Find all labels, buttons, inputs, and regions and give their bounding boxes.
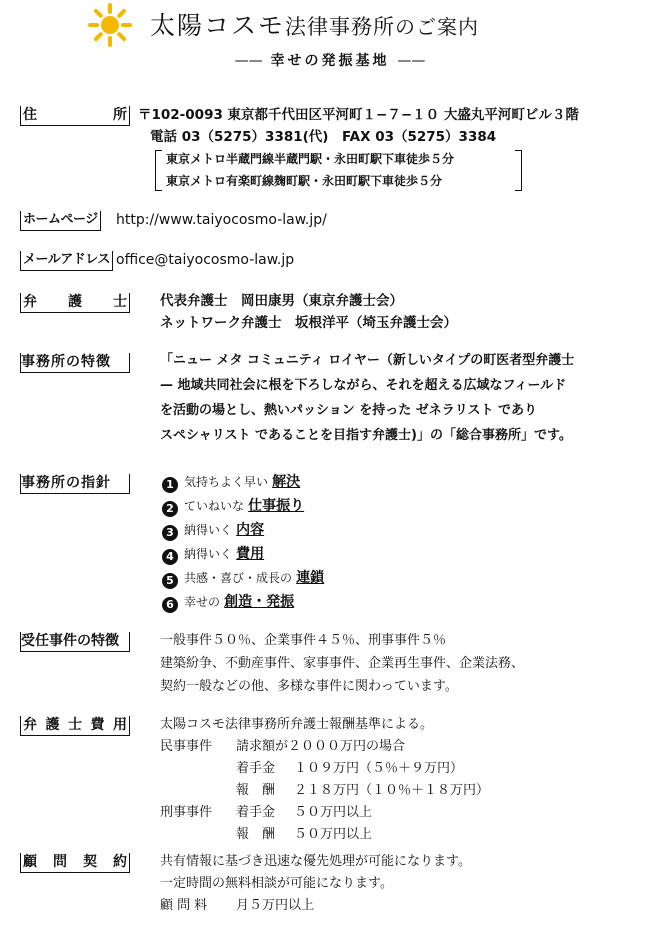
advisory-fee-label: 顧 問 料 [160, 898, 208, 913]
advisory-label-a: 顧 [23, 854, 37, 870]
fees-label-b: 護 [45, 717, 60, 733]
guideline-text: 気持ちよく早い [184, 475, 269, 489]
advisory-line1: 共有情報に基づき迅速な優先処理が可能になります。 [160, 854, 471, 869]
email-label: メールアドレス [20, 251, 113, 271]
fees-label-d: 費 [90, 717, 105, 733]
lawyer-network: ネットワーク弁護士 坂根洋平（埼玉弁護士会） [160, 315, 457, 331]
sun-logo-icon [88, 3, 132, 47]
fees-basis: 太陽コスモ法律事務所弁護士報酬基準による。 [160, 717, 434, 732]
guideline-number: 4 [162, 549, 178, 565]
header [0, 0, 660, 80]
address-label-b: 所 [113, 107, 127, 123]
guideline-key: 連鎖 [296, 570, 325, 586]
fees-label-e: 用 [113, 717, 127, 733]
guideline-item [162, 520, 264, 541]
advisory-label [20, 853, 130, 873]
bracket-bottom-right [515, 168, 522, 191]
cases-label: 受任事件の特徴 [20, 632, 130, 652]
fees-criminal-retainer-label: 着手金 [236, 805, 276, 820]
title-law: 法律事務所 [285, 15, 396, 39]
guideline-key: 創造・発振 [224, 594, 295, 610]
fees-civil-reward-label: 報 酬 [236, 783, 276, 798]
features-line4: スペシャリスト であることを目指す弁護士)」の「総合事務所」です。 [160, 428, 572, 443]
subtitle-dash-left: —— [234, 53, 263, 69]
advisory-label-c: 契 [83, 854, 97, 870]
guideline-text: 幸せの [184, 595, 221, 609]
guideline-text: 納得いく [184, 523, 233, 537]
fees-criminal-reward-label: 報 酬 [236, 827, 276, 842]
guideline-number: 5 [162, 573, 178, 589]
advisory-fee-value: 月５万円以上 [236, 898, 315, 913]
subtitle-text: 幸せの発振基地 [270, 53, 390, 69]
page-subtitle [0, 50, 660, 70]
title-main: 太陽コスモ [150, 11, 286, 40]
guideline-number: 2 [162, 501, 178, 517]
guideline-key: 内容 [236, 522, 265, 538]
guideline-text: ていねいな [184, 499, 245, 513]
cases-line3: 契約一般などの他、多様な事件に関わっています。 [160, 679, 458, 694]
advisory-label-d: 約 [113, 854, 127, 870]
address-label-a: 住 [23, 107, 37, 123]
access-line2: 東京メトロ有楽町線麹町駅・永田町駅下車徒歩５分 [166, 174, 443, 188]
guideline-item [162, 544, 264, 565]
fees-label-a: 弁 [23, 717, 37, 733]
fees-criminal-reward: ５０万円以上 [294, 827, 373, 842]
address-phone-fax: 電話 03（5275）3381(代) FAX 03（5275）3384 [150, 129, 497, 145]
guideline-text: 納得いく [184, 547, 233, 561]
advisory-label-b: 問 [53, 854, 67, 870]
fees-label-c: 士 [68, 717, 82, 733]
guideline-item [162, 472, 300, 493]
fees-civil-retainer-label: 着手金 [236, 761, 276, 776]
fees-criminal-label: 刑事事件 [160, 805, 213, 820]
guideline-number: 6 [162, 597, 178, 613]
guideline-key: 仕事振り [248, 498, 305, 514]
guideline-key: 費用 [236, 546, 265, 562]
email-address[interactable]: office@taiyocosmo-law.jp [116, 252, 295, 268]
bracket-bottom-left [155, 168, 162, 191]
fees-civil-condition: 請求額が２０００万円の場合 [236, 739, 406, 754]
page-title [150, 8, 479, 47]
cases-line1: 一般事件５０％、企業事件４５％、刑事事件５％ [160, 633, 447, 648]
title-suffix: のご案内 [395, 15, 480, 39]
features-line1: 「ニュー メタ コミュニティ ロイヤー（新しいタイプの町医者型弁護士 [160, 353, 575, 368]
guideline-key: 解決 [272, 474, 301, 490]
guideline-text: 共感・喜び・成長の [184, 571, 293, 585]
access-line1: 東京メトロ半蔵門線半蔵門駅・永田町駅下車徒歩５分 [166, 152, 455, 166]
advisory-line2: 一定時間の無料相談が可能になります。 [160, 876, 393, 891]
fees-criminal-retainer: ５０万円以上 [294, 805, 373, 820]
subtitle-dash-right: —— [397, 53, 426, 69]
lawyers-label-c: 士 [113, 294, 127, 310]
guideline-item [162, 592, 294, 613]
lawyers-label [20, 293, 130, 313]
guideline-item [162, 496, 304, 517]
address-line1: 〒102-0093 東京都千代田区平河町１−７−１０ 大盛丸平河町ビル３階 [138, 107, 579, 123]
features-line2: — 地域共同社会に根を下ろしながら、それを超える広域なフィールド [160, 378, 567, 393]
fees-label [20, 716, 130, 736]
features-label: 事務所の特徴 [20, 353, 130, 373]
homepage-url[interactable]: http://www.taiyocosmo-law.jp/ [116, 212, 327, 228]
address-label [20, 106, 130, 126]
guidelines-label: 事務所の指針 [20, 474, 130, 494]
guideline-item [162, 568, 324, 589]
fees-civil-retainer: １０９万円（５％＋９万円） [294, 761, 464, 776]
lawyers-label-a: 弁 [23, 294, 37, 310]
lawyer-representative: 代表弁護士 岡田康男（東京弁護士会） [160, 293, 403, 309]
fees-civil-label: 民事事件 [160, 739, 213, 754]
homepage-label: ホームページ [20, 211, 101, 231]
cases-line2: 建築紛争、不動産事件、家事事件、企業再生事件、企業法務、 [160, 656, 525, 671]
lawyers-label-b: 護 [68, 294, 82, 310]
guideline-number: 1 [162, 477, 178, 493]
guideline-number: 3 [162, 525, 178, 541]
fees-civil-reward: ２１８万円（１０％＋１８万円） [294, 783, 490, 798]
features-line3: を活動の場とし、熱いパッション を持った ゼネラリスト であり [160, 403, 538, 418]
